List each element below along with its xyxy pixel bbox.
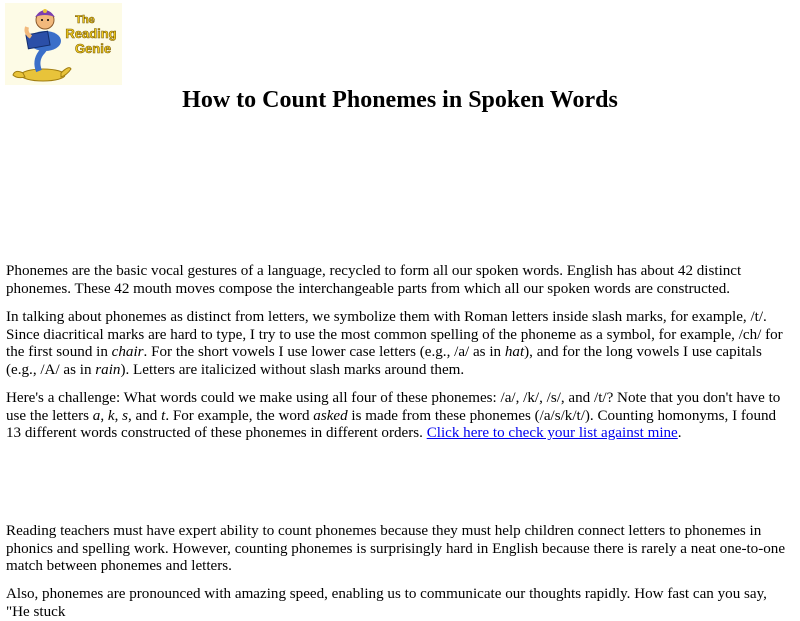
example-word-hat: hat bbox=[504, 344, 525, 360]
paragraph-speed: Also, phonemes are pronounced with amazing speed, enabling us to communicate our thoughts rapidly. How fast can you say, "He stuck bbox=[6, 586, 767, 620]
letter-s: s bbox=[122, 407, 128, 424]
letter-k: k bbox=[107, 407, 115, 424]
paragraph-teachers: Reading teachers must have expert ability to count phonemes because they must help children connect letters to phonemes in phonics and spelling work. However, counting phonemes is surprisingly hard in English because there is rarely a neat one-to-one match between phonemes and letters. bbox=[6, 523, 786, 574]
example-word-chair: chair bbox=[111, 344, 144, 360]
text: , bbox=[114, 407, 123, 424]
text: ), and for the long vowels I use capitals (e.g., /A/ as in bbox=[6, 344, 762, 378]
paragraph-challenge bbox=[6, 390, 792, 443]
example-word-asked: asked bbox=[313, 407, 348, 424]
reading-genie-logo bbox=[5, 3, 122, 85]
text: is made from these phonemes (/a/s/k/t/). Counting homonyms, I found 13 different words constructed of these phonemes in different orders. bbox=[6, 407, 777, 441]
paragraph-symbols bbox=[6, 309, 792, 379]
example-word-rain: rain bbox=[95, 361, 121, 378]
logo-text-reading: Reading bbox=[65, 26, 117, 41]
page-title: How to Count Phonemes in Spoken Words bbox=[182, 87, 618, 113]
letter-a: a bbox=[92, 407, 101, 424]
genie-icon bbox=[5, 3, 122, 85]
text: , and bbox=[127, 407, 162, 424]
text: Here's a challenge: What words could we make using all four of these phonemes: /a/, /k/, /s/, and /t/? Note that you don't have to use the letters bbox=[6, 390, 781, 424]
paragraph-intro: Phonemes are the basic vocal gestures of a language, recycled to form all our spoken words. English has about 42 distinct phonemes. These 42 mouth moves compose the interchangeable parts from which all our spoken words are constructed. bbox=[6, 263, 742, 297]
letter-t: t bbox=[161, 407, 166, 424]
text: ). Letters are italicized without slash marks around them. bbox=[120, 361, 465, 378]
text: , bbox=[100, 407, 108, 424]
text: In talking about phonemes as distinct from letters, we symbolize them with Roman letters inside slash marks, for example, /t/. Since diacritical marks are hard to type, I try to use the most common spelling of the phoneme as a symbol, for example, /ch/ for the first sound in bbox=[6, 309, 783, 360]
text: . For the short vowels I use lower case letters (e.g., /a/ as in bbox=[143, 344, 505, 360]
logo-text-the: The bbox=[75, 14, 95, 26]
text: . bbox=[677, 425, 682, 441]
check-list-link[interactable]: Click here to check your list against mine bbox=[426, 425, 678, 441]
logo-text-genie: Genie bbox=[74, 41, 112, 56]
text: . For example, the word bbox=[165, 407, 314, 424]
